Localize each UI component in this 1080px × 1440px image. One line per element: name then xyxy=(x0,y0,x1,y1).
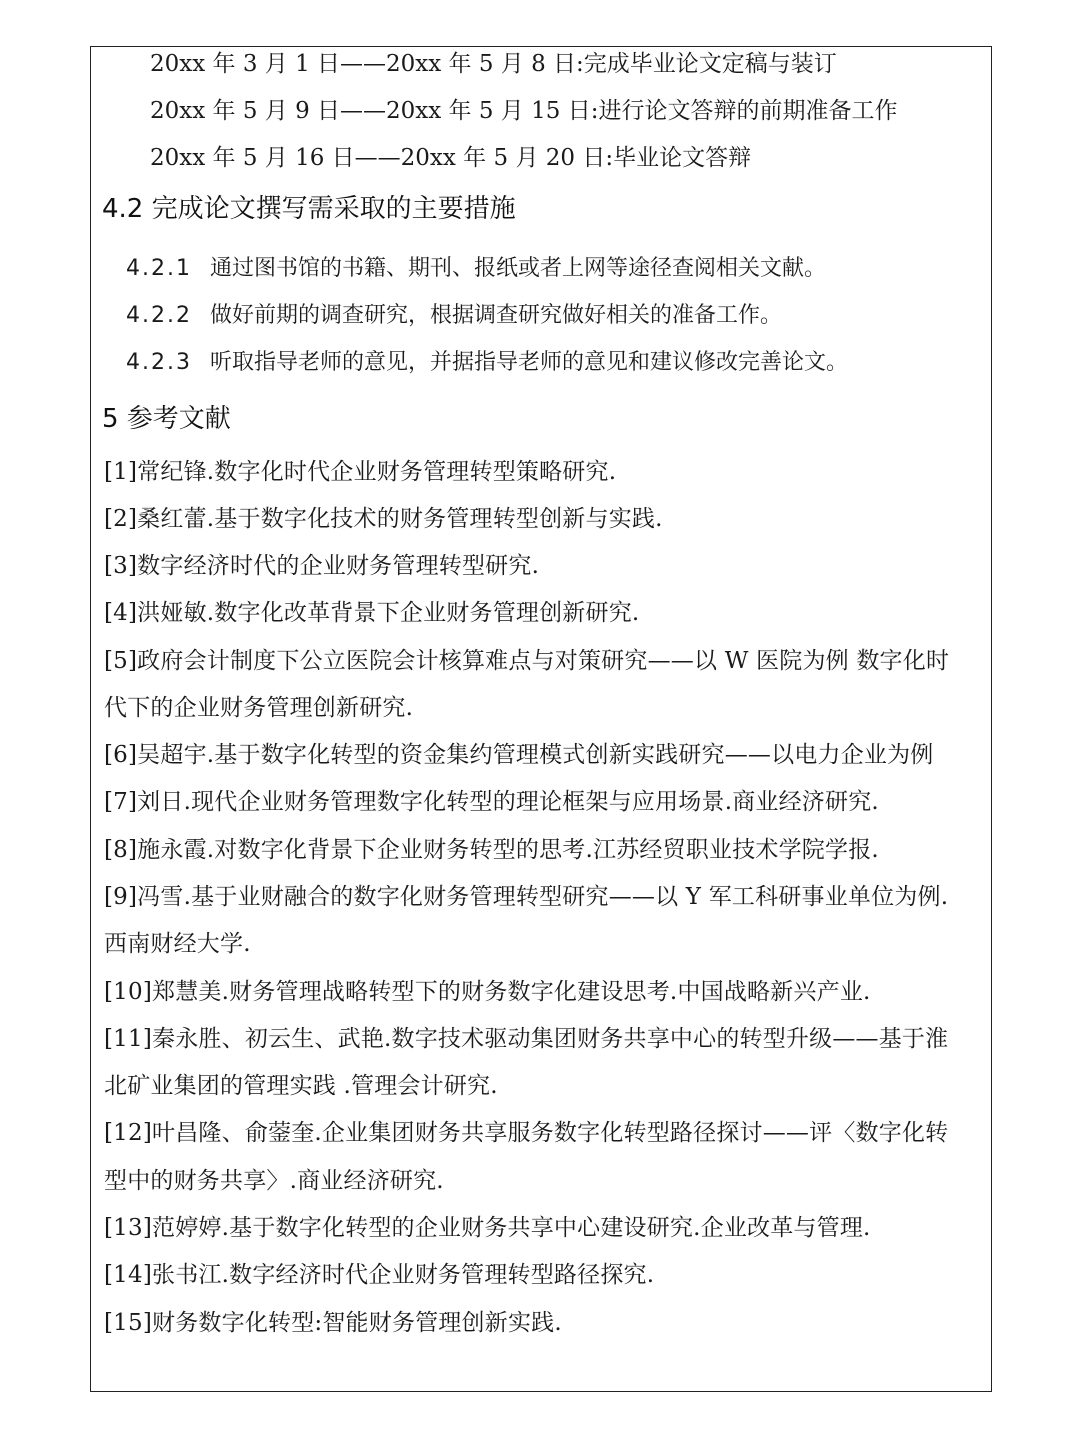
reference-line: [1]常纪锋.数字化时代企业财务管理转型策略研究. xyxy=(104,459,617,485)
reference-line: 型中的财务共享〉.商业经济研究. xyxy=(104,1168,444,1194)
schedule-line: 20xx 年 3 月 1 日——20xx 年 5 月 8 日:完成毕业论文定稿与装订 xyxy=(150,51,837,77)
measure-item-number: 4.2.2 xyxy=(126,303,192,328)
reference-line: [2]桑红蕾.基于数字化技术的财务管理转型创新与实践. xyxy=(104,506,663,532)
reference-line: [10]郑慧美.财务管理战略转型下的财务数字化建设思考.中国战略新兴产业. xyxy=(104,979,871,1005)
measure-item xyxy=(126,352,848,374)
reference-line: [5]政府会计制度下公立医院会计核算难点与对策研究——以 W 医院为例 数字化时 xyxy=(104,648,950,674)
reference-line: [11]秦永胜、初云生、武艳.数字技术驱动集团财务共享中心的转型升级——基于淮 xyxy=(104,1026,949,1052)
measure-item-text: 听取指导老师的意见，并据指导老师的意见和建议修改完善论文。 xyxy=(210,350,849,375)
reference-line: 西南财经大学. xyxy=(104,931,251,957)
reference-line: 北矿业集团的管理实践 .管理会计研究. xyxy=(104,1073,498,1099)
measure-item xyxy=(126,305,782,327)
measure-item xyxy=(126,258,826,280)
schedule-line: 20xx 年 5 月 9 日——20xx 年 5 月 15 日:进行论文答辩的前期准备工作 xyxy=(150,98,898,124)
reference-line: [15]财务数字化转型:智能财务管理创新实践. xyxy=(104,1310,562,1336)
reference-line: [6]吴超宇.基于数字化转型的资金集约管理模式创新实践研究——以电力企业为例 xyxy=(104,742,934,768)
schedule-line: 20xx 年 5 月 16 日——20xx 年 5 月 20 日:毕业论文答辩 xyxy=(150,145,752,171)
reference-line: [9]冯雪.基于业财融合的数字化财务管理转型研究——以 Y 军工科研事业单位为例. xyxy=(104,884,949,910)
reference-line: [13]范婷婷.基于数字化转型的企业财务共享中心建设研究.企业改革与管理. xyxy=(104,1215,871,1241)
reference-line: [12]叶昌隆、俞蓥奎.企业集团财务共享服务数字化转型路径探讨——评〈数字化转 xyxy=(104,1120,949,1146)
measure-item-number: 4.2.3 xyxy=(126,350,192,375)
section-heading-5: 5 参考文献 xyxy=(102,404,231,434)
measure-item-text: 通过图书馆的书籍、期刊、报纸或者上网等途径查阅相关文献。 xyxy=(210,256,827,281)
reference-line: [3]数字经济时代的企业财务管理转型研究. xyxy=(104,553,540,579)
reference-line: [8]施永霞.对数字化背景下企业财务转型的思考.江苏经贸职业技术学院学报. xyxy=(104,837,879,863)
section-heading-4-2: 4.2 完成论文撰写需采取的主要措施 xyxy=(102,194,516,224)
reference-line: [4]洪娅敏.数字化改革背景下企业财务管理创新研究. xyxy=(104,600,640,626)
reference-line: 代下的企业财务管理创新研究. xyxy=(104,695,414,721)
reference-line: [7]刘日.现代企业财务管理数字化转型的理论框架与应用场景.商业经济研究. xyxy=(104,789,879,815)
measure-item-number: 4.2.1 xyxy=(126,256,192,281)
reference-line: [14]张书江.数字经济时代企业财务管理转型路径探究. xyxy=(104,1262,655,1288)
measure-item-text: 做好前期的调查研究，根据调查研究做好相关的准备工作。 xyxy=(210,303,783,328)
